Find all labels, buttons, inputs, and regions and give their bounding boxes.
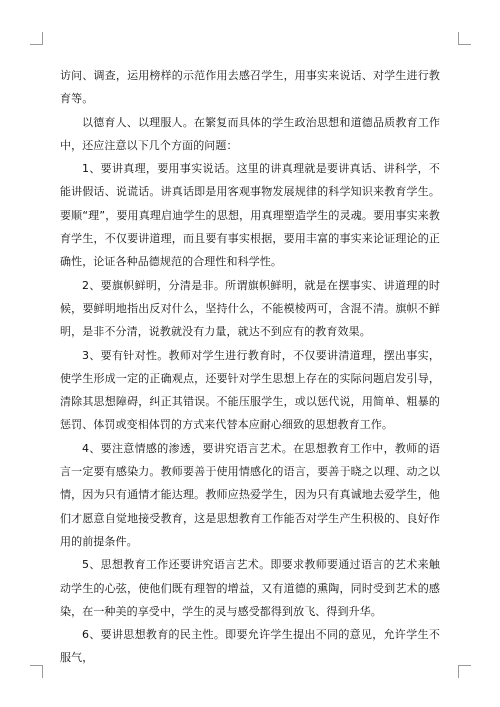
paragraph-point-4: 4、要注意情感的渗透，要讲究语言艺术。在思想教育工作中，教师的语言一定要有感染力。教师要善于使用情感化的语言，要善于晓之以理、动之以情，因为只有通情才能达理。教师应热爱学生，因为只有真诚地去爱学生，他们才愿意自觉地接受教育，这是思想教育工作能否对学生产生积极的、良好作用的前提条件。 <box>60 441 440 548</box>
paragraph-point-3: 3、要有针对性。教师对学生进行教育时，不仅要讲清道理，摆出事实，使学生形成一定的正确观点，还要针对学生思想上存在的实际问题启发引导，清除其思想障碍，纠正其错误。不能压服学生，或以惩代说，用简单、粗暴的惩罚、体罚或变相体罚的方式来代替本应耐心细致的思想教育工作。 <box>60 348 440 432</box>
paragraph-intro: 以德育人、以理服人。在繁复而具体的学生政治思想和道德品质教育工作中，还应注意以下几个方面的问题： <box>60 115 440 152</box>
paragraph-point-1: 1、要讲真理，要用事实说话。这里的讲真理就是要讲真话、讲科学，不能讲假话、说谎话。讲真话即是用客观事物发展规律的科学知识来教育学生。要顺“理”，要用真理启迪学生的思想，用真理塑造学生的灵魂。要用事实来教育学生，不仅要讲道理，而且要有事实根据，要用丰富的事实来论证理论的正确性，论证各种品德规范的合理性和科学性。 <box>60 162 440 269</box>
paragraph-continuation: 访问、调查，运用榜样的示范作用去感召学生，用事实来说话、对学生进行教育等。 <box>60 69 440 106</box>
crop-mark-top-left <box>30 32 43 45</box>
paragraph-point-5: 5、思想教育工作还要讲究语言艺术。即要求教师要通过语言的艺术来触动学生的心弦，使他们既有理智的增益，又有道德的熏陶，同时受到艺术的感染，在一种美的享受中，学生的灵与感受都得到放飞、得到升华。 <box>60 558 440 618</box>
crop-mark-bottom-right <box>458 665 471 678</box>
paragraph-point-2: 2、要旗帜鲜明，分清是非。所谓旗帜鲜明，就是在摆事实、讲道理的时候，要鲜明地指出反对什么，坚持什么，不能模棱两可，含混不清。旗帜不鲜明，是非不分清，说教就没有力量，就达不到应有的教育效果。 <box>60 278 440 339</box>
crop-mark-bottom-left <box>30 665 43 678</box>
paragraph-point-6: 6、要讲思想教育的民主性。即要允许学生提出不同的意见，允许学生不服气， <box>60 628 440 665</box>
document-body <box>60 64 440 670</box>
crop-mark-top-right <box>458 32 471 45</box>
